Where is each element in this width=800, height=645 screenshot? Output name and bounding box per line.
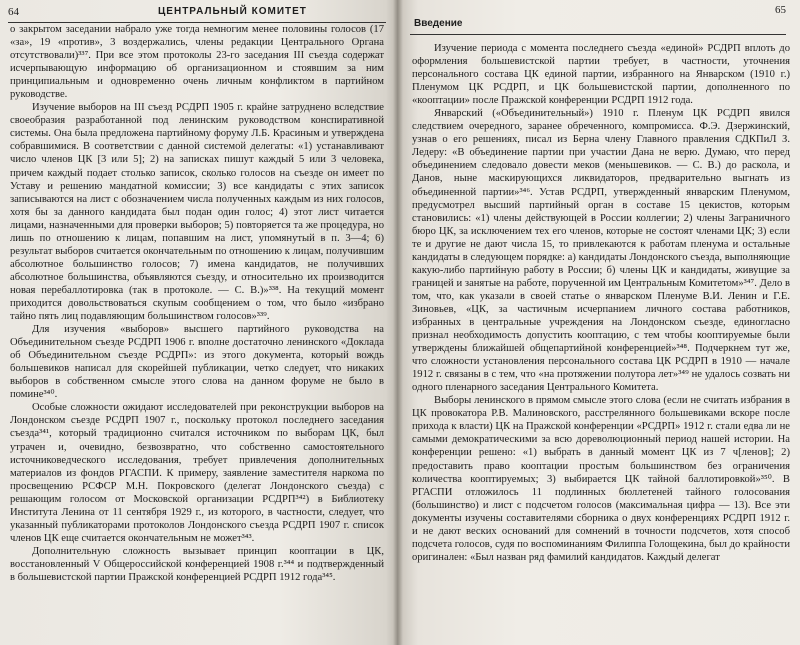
right-page-body: [412, 42, 790, 564]
paragraph: о закрытом заседании набрало уже тогда немногим менее половины голосов (17 «за», 19 «против», 3 воздержались, члены редакции Центрального Органа отсутствовали)³³⁷. При все этом протоколы 23-го заседания III съезда содержат исчерпывающую информацию об организационном и стоявшим за ним принципиальным и одновременно очень личным конфликтом в партийном руководстве.: [10, 24, 384, 101]
book-gutter: [393, 0, 403, 645]
left-page-body: [10, 23, 384, 584]
running-head: Введение: [414, 18, 463, 29]
page-number: 64: [8, 6, 19, 18]
paragraph: Для изучения «выборов» высшего партийного руководства на Объединительном съезде РСДРП 1906 г. вполне достаточно ленинского «Доклада об Объединительном съезде РСДРП»: из этого документа, который вождь большевиков написал для скорейшей публикации, четко следует, что никаких выборов в собственном смысле этого слова на данном форуме не было в помине³⁴⁰.: [10, 324, 384, 401]
paragraph: Январский («Объединительный») 1910 г. Пленум ЦК РСДРП явился следствием очередного, заранее обреченного, компромисса. Ф.Э. Дзержинский, узнав о его решениях, писал из Берна члену Главного правления СДКПиЛ З. Ледеру: «В объединение партии при участии Дана не верю. Думаю, что перед объединением следовало довести меков (меньшевиков. — С. В.) до раскола, и Данов, ныне маскирующихся ликвидаторов, предварительно выгнать из объединенной партии»³⁴⁶. Устав РСДРП, утвержденный январским Пленумом, предусмотрел высший партийный орган в составе 15 цекистов, которым становились: «1) члены действующей в России коллегии; 2) члены Заграничного бюро ЦК, за исключением тех его членов, которые не состоят членами ЦК; 3) если те и другие не дают числа 15, то привлекаются к работам пленума и остальные кандидаты в следующем порядке: а) кандидаты Лондонского съезда, выполняющие какую-либо партийную работу в России; б) члены ЦК и кандидаты, живущие за границей и занятые на работе, порученной им Центральным Комитетом»³⁴⁷. Дело в том, что, как указали в своей статье о январском Пленуме В.И. Ленин и Г.Е. Зиновьев, «ЦК, за частичным исчерпанием личного состава работников, избранных в центральные учреждения на Лондонском съезде, единогласно признал необходимость допустить кооптацию, с тем чтобы кооптируемые были утверждены ближайшей общепартийной конференцией»³⁴⁸. Подчеркнем тут же, что сложности установления персонального состава ЦК РСДРП в 1910 — начале 1912 г. связаны в с тем, что «на протяжении полутора лет»³⁴⁹ не удалось созвать ни одного пленарного заседания Центрального Комитета.: [412, 108, 790, 394]
paragraph: Изучение периода с момента последнего съезда «единой» РСДРП вплоть до оформления большевистской партии требует, в частности, уточнения персонального состава ЦК единой партии, избранного на Январском (1910 г.) Пленумом ЦК РСДРП, и ЦК большевистской партии, дополненного по «кооптации» после Пражской конференции РСДРП 1912 года.: [412, 43, 790, 107]
paragraph: Выборы ленинского в прямом смысле этого слова (если не считать избрания в ЦК провокатора Р.В. Малиновского, расстрелянного большевиками вскоре после прихода к власти) ЦК на Пражской конференции «РСДРП» 1912 г. стали едва ли не самыми демократическими за всю дореволюционный период нашей истории. На конференции решено: «1) выбрать в данный момент ЦК из 7 ч[ленов]; 2) предоставить право кооптации простым большинством без ограничения количества кооптируемых; 3) выбирается ЦК тайной баллотировкой»³⁵⁰. В РГАСПИ отложилось 11 подлинных бюллетеней тайного голосования (большинство) и лист с подсчетом голосов (максимальная цифра — 13). Все эти документы изучены составителями сборника о двух конференциях РСДРП 1912 г. и не дают веских оснований для сомнений в точности подсчетов, хотя способ подсчета голосов, судя по воспоминаниям Филиппа Голощекина, был до крайности оригинален: «Был назван ряд фамилий кандидатов. Каждый делегат: [412, 395, 790, 563]
left-page: [0, 0, 398, 645]
left-page-header: [8, 6, 386, 23]
right-page: [398, 0, 800, 645]
paragraph: Особые сложности ожидают исследователей при реконструкции выборов на Лондонском съезде РСДРП 1907 г., поскольку протокол последнего заседания съезда³⁴¹, который традиционно считался источником по выборам ЦК, был утрачен и, очевидно, безвозвратно, что собственно самостоятельного источниковедческого исследования, требует привлечения дополнительных материалов из фондов РГАСПИ. К примеру, заявление заместителя наркома по просвещению РСФСР М.Н. Покровского (делегат Лондонского съезда) с решающим голосом от Московской организации РСДРП³⁴²) в Библиотеку Института Ленина от 11 сентября 1929 г., из которого, в частности, следует, что указанный публикаторами протоколов Лондонского съезда РСДРП 1907 г. список членов ЦК еще считается окончательным не может³⁴³.: [10, 402, 384, 544]
running-head: ЦЕНТРАЛЬНЫЙ КОМИТЕТ: [158, 6, 307, 17]
paragraph: Изучение выборов на III съезд РСДРП 1905 г. крайне затруднено вследствие своеобразия разработанной под ленинским руководством конспиративной системы. Она была предложена партийному форуму Л.Б. Красиным и утверждена собравшимися. В соответствии с данной системой делегаты: «1) устанавливают число членов ЦК [3 или 5]; 2) на записках пишут каждый 5 или 3 человека, причем каждый подает столько записок, сколько голосов на съезде он имеет по Уставу и решению мандатной комиссии; 3) все кандидаты с этих записок записываются на лист с обозначением числа полученных каждым из них голосов, хотя бы за данного кандидата был подан один голос; 4) этот лист читается лицами, назначенными для проверки выборов; 5) повторяется та же процедура, но лишь по отношению к лицам, попавшим на лист, упомянутый в п. 3—4; 6) результат выборов считается окончательным по отношению к лицам, получившим абсолютное большинство голосов; 7) имена кандидатов, не получивших абсолютное большинства, объявляются съезду, и относительно их производится новая перебаллотировка (так в протоколе. — С. В.)»³³⁸. На текущий момент приходится довольствоваться скупым сообщением о том, что было «избрано тайно пять лиц подавляющим большинством голосов»³³⁹.: [10, 102, 384, 323]
right-page-header: [410, 4, 786, 35]
paragraph: Дополнительную сложность вызывает принцип кооптации в ЦК, восстановленный V Общероссийской конференцией 1908 г.³⁴⁴ и подтвержденный в большевистской партии Пражской конференцией РСДРП 1912 года³⁴⁵.: [10, 545, 384, 583]
page-number: 65: [775, 4, 786, 16]
